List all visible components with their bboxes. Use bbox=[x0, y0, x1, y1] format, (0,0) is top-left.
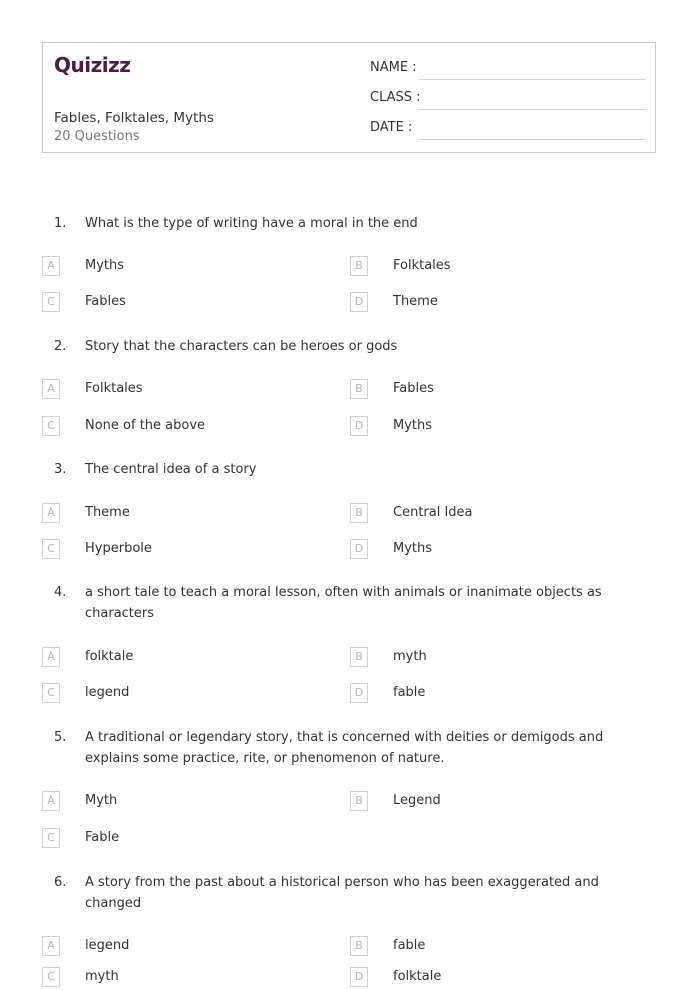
option-letter: A bbox=[42, 647, 60, 667]
option-1c[interactable] bbox=[42, 292, 322, 314]
option-letter: D bbox=[350, 292, 368, 312]
option-letter: D bbox=[350, 683, 368, 703]
option-6a[interactable] bbox=[42, 936, 322, 958]
option-letter: B bbox=[350, 256, 368, 276]
name-label: NAME : bbox=[370, 60, 417, 75]
question-text: Story that the characters can be heroes or gods bbox=[85, 339, 398, 354]
option-letter: C bbox=[42, 967, 60, 987]
option-letter: C bbox=[42, 828, 60, 848]
question-number: 2. bbox=[54, 339, 67, 354]
option-letter: C bbox=[42, 292, 60, 312]
option-letter: A bbox=[42, 256, 60, 276]
option-text: Folktales bbox=[85, 381, 143, 396]
option-text: myth bbox=[393, 649, 427, 664]
option-letter: D bbox=[350, 539, 368, 559]
name-line[interactable] bbox=[419, 79, 646, 80]
option-text: fable bbox=[393, 938, 426, 953]
worksheet-header bbox=[42, 42, 656, 153]
option-text: Myth bbox=[85, 793, 118, 808]
option-4c[interactable] bbox=[42, 683, 322, 705]
date-field[interactable] bbox=[370, 120, 646, 140]
option-letter: B bbox=[350, 647, 368, 667]
option-letter: D bbox=[350, 967, 368, 987]
question-number: 4. bbox=[54, 585, 67, 600]
option-letter: D bbox=[350, 416, 368, 436]
option-text: Theme bbox=[85, 505, 130, 520]
option-6c[interactable] bbox=[42, 967, 322, 989]
option-1b[interactable] bbox=[350, 256, 630, 278]
question-count: 20 Questions bbox=[54, 129, 140, 144]
quiz-title: Fables, Folktales, Myths bbox=[54, 110, 214, 126]
option-2a[interactable] bbox=[42, 379, 322, 401]
option-letter: B bbox=[350, 503, 368, 523]
class-label: CLASS : bbox=[370, 90, 421, 105]
question-text: A traditional or legendary story, that is concerned with deities or demigods and explains some practice, rite, or phenomenon of nature. bbox=[85, 730, 604, 766]
option-2d[interactable] bbox=[350, 416, 630, 438]
class-field[interactable] bbox=[370, 90, 646, 110]
option-2c[interactable] bbox=[42, 416, 322, 438]
option-3a[interactable] bbox=[42, 503, 322, 525]
option-5c[interactable] bbox=[42, 828, 322, 850]
option-letter: B bbox=[350, 936, 368, 956]
option-3c[interactable] bbox=[42, 539, 322, 561]
date-line[interactable] bbox=[419, 139, 646, 140]
option-4d[interactable] bbox=[350, 683, 630, 705]
question-number: 1. bbox=[54, 216, 67, 231]
option-text: fable bbox=[393, 685, 426, 700]
option-text: Folktales bbox=[393, 258, 451, 273]
option-text: Legend bbox=[393, 793, 441, 808]
option-5b[interactable] bbox=[350, 791, 630, 813]
question-text: The central idea of a story bbox=[85, 462, 257, 477]
option-text: legend bbox=[85, 685, 130, 700]
question-number: 6. bbox=[54, 875, 67, 890]
option-text: folktale bbox=[85, 649, 134, 664]
option-6b[interactable] bbox=[350, 936, 630, 958]
option-letter: A bbox=[42, 791, 60, 811]
name-field[interactable] bbox=[370, 60, 646, 80]
date-label: DATE : bbox=[370, 120, 413, 135]
option-3d[interactable] bbox=[350, 539, 630, 561]
option-text: Theme bbox=[393, 294, 438, 309]
option-text: myth bbox=[85, 969, 119, 984]
class-line[interactable] bbox=[419, 109, 646, 110]
question-text: A story from the past about a historical person who has been exaggerated and changed bbox=[85, 875, 599, 911]
option-2b[interactable] bbox=[350, 379, 630, 401]
option-1a[interactable] bbox=[42, 256, 322, 278]
option-letter: C bbox=[42, 539, 60, 559]
option-4b[interactable] bbox=[350, 647, 630, 669]
option-text: Fables bbox=[393, 381, 434, 396]
option-letter: A bbox=[42, 503, 60, 523]
option-text: Hyperbole bbox=[85, 541, 152, 556]
option-1d[interactable] bbox=[350, 292, 630, 314]
option-letter: B bbox=[350, 791, 368, 811]
option-text: None of the above bbox=[85, 418, 206, 433]
option-text: Myths bbox=[393, 418, 433, 433]
question-number: 5. bbox=[54, 730, 67, 745]
option-4a[interactable] bbox=[42, 647, 322, 669]
option-letter: C bbox=[42, 416, 60, 436]
option-5a[interactable] bbox=[42, 791, 322, 813]
option-text: legend bbox=[85, 938, 130, 953]
question-text: What is the type of writing have a moral in the end bbox=[85, 216, 418, 231]
quizizz-logo: Quizizz bbox=[54, 53, 131, 77]
option-text: Central Idea bbox=[393, 505, 473, 520]
option-3b[interactable] bbox=[350, 503, 630, 525]
option-letter: B bbox=[350, 379, 368, 399]
option-6d[interactable] bbox=[350, 967, 630, 989]
option-text: Fables bbox=[85, 294, 126, 309]
option-text: Myths bbox=[393, 541, 433, 556]
option-letter: A bbox=[42, 379, 60, 399]
option-text: folktale bbox=[393, 969, 442, 984]
option-text: Myths bbox=[85, 258, 125, 273]
question-text: a short tale to teach a moral lesson, often with animals or inanimate objects as characters bbox=[85, 585, 602, 621]
option-letter: C bbox=[42, 683, 60, 703]
option-letter: A bbox=[42, 936, 60, 956]
option-text: Fable bbox=[85, 830, 120, 845]
question-number: 3. bbox=[54, 462, 67, 477]
